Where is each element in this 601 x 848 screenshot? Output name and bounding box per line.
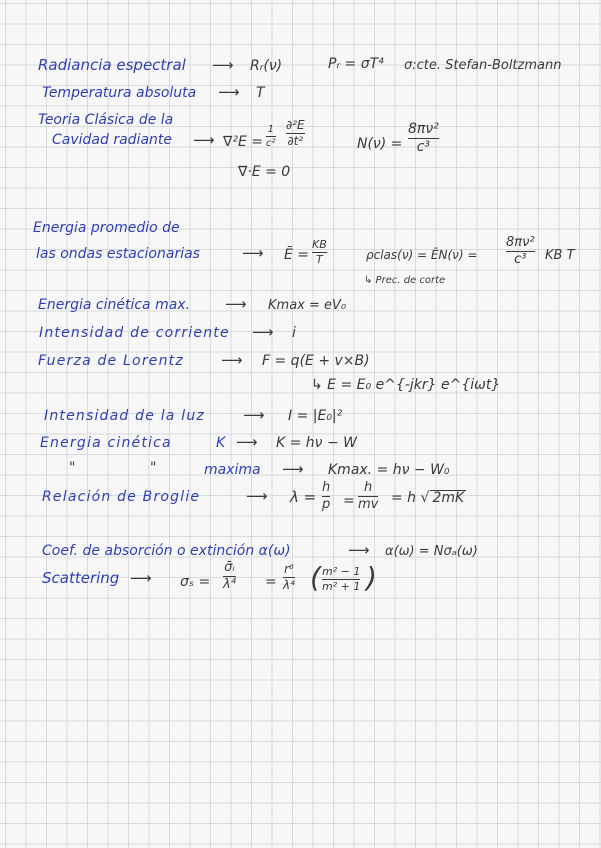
scat-fraction-3 [322, 566, 360, 593]
ebar-den: T [316, 253, 323, 267]
radiancia-note: σ:cte. Stefan-Boltzmann [404, 58, 562, 73]
absorcion-arrow: ⟶ [348, 541, 370, 559]
temperatura-symbol: T [256, 85, 265, 101]
rho-lhs: ρclas(ν) = ĒN(ν) = [366, 248, 478, 262]
broglie-fraction-2 [358, 481, 378, 513]
lorentz-arrow: ⟶ [221, 351, 243, 369]
scat-fraction-2 [283, 563, 295, 592]
scat-paren-open: ( [310, 561, 321, 594]
cinetica-max-formula: Kmax = eV₀ [268, 298, 347, 313]
corriente-label: Intensidad de corriente [39, 325, 230, 341]
wave-eq-d-fraction [286, 119, 305, 148]
broglie-f2-num: h [364, 480, 373, 495]
rho-fraction [506, 236, 535, 268]
nv-den: c³ [416, 139, 431, 156]
broglie-arrow: ⟶ [246, 487, 268, 505]
wave-eq-d-num: ∂²E [286, 118, 305, 132]
broglie-eq2: = h [391, 490, 417, 506]
broglie-root: 2mK [432, 490, 465, 506]
maxima-formula: Kmax. = hν − W₀ [328, 462, 450, 478]
radiancia-arrow: ⟶ [212, 56, 234, 74]
ebar-fraction [312, 239, 327, 266]
intensidad-luz-label: Intensidad de la luz [44, 408, 205, 424]
corriente-symbol: i [292, 325, 296, 341]
scat-f2-den: λ⁴ [283, 578, 295, 593]
broglie-f2-den: mv [358, 497, 379, 513]
energia-prom-arrow: ⟶ [242, 244, 264, 262]
wave-eq-c-den: c² [266, 138, 276, 149]
div-eq: ∇·E = 0 [238, 164, 291, 180]
ebar-num: KB [312, 238, 327, 251]
scat-eq: = [265, 574, 277, 590]
broglie-eq: = [343, 493, 355, 509]
teoria-arrow: ⟶ [193, 131, 215, 149]
teoria-label-1: Teoria Clásica de la [38, 112, 174, 128]
scat-fraction-1 [223, 561, 236, 593]
rho-den: c³ [514, 252, 527, 268]
broglie-lhs: λ = [290, 488, 317, 506]
wave-eq-c-fraction [266, 124, 276, 149]
broglie-f1-den: p [322, 497, 331, 513]
scat-f3-den: m² + 1 [322, 580, 361, 594]
scat-f1-den: λ⁴ [223, 577, 236, 593]
cinetica-arrow: ⟶ [236, 433, 258, 451]
intensidad-luz-arrow: ⟶ [243, 406, 265, 424]
scat-f2-num: r⁶ [284, 562, 294, 576]
radiancia-label: Radiancia espectral [38, 56, 186, 74]
nv-num: 8πν² [408, 121, 439, 137]
scattering-label: Scattering [42, 569, 120, 587]
corriente-arrow: ⟶ [252, 323, 274, 341]
cinetica-formula: K = hν − W [276, 435, 357, 451]
maxima-arrow: ⟶ [282, 460, 304, 478]
absorcion-label: Coef. de absorción o extinción α(ω) [42, 543, 291, 559]
energia-prom-label-1: Energia promedio de [33, 220, 180, 236]
scat-paren-close: ) [366, 561, 377, 594]
absorcion-formula: α(ω) = Nσₐ(ω) [385, 544, 478, 559]
broglie-label: Relación de Broglie [42, 489, 201, 505]
wave-eq-d-den: ∂t² [287, 134, 304, 149]
scat-f3-num: m² − 1 [322, 565, 361, 578]
temperatura-arrow: ⟶ [218, 83, 240, 101]
broglie-fraction-1 [322, 481, 330, 513]
fraction-bar [266, 136, 276, 137]
broglie-f1-num: h [322, 480, 331, 495]
radiancia-formula: Pᵣ = σT⁴ [328, 56, 384, 72]
cinetica-max-arrow: ⟶ [225, 295, 247, 313]
lorentz-formula: F = q(E + v×B) [262, 353, 370, 369]
nv-fraction [408, 122, 439, 156]
broglie-sqrt: = h √ 2mK [391, 490, 465, 506]
intensidad-luz-formula: I = |E₀|² [288, 408, 343, 424]
scattering-arrow: ⟶ [130, 569, 152, 587]
cinetica-k: K [216, 435, 226, 451]
ditto-mark-2: " [150, 460, 157, 476]
lorentz-label: Fuerza de Lorentz [38, 353, 184, 369]
cinetica-max-label: Energia cinética max. [38, 297, 191, 313]
temperatura-label: Temperatura absoluta [42, 85, 197, 101]
scat-f1-num: σ̄ᵢ [224, 560, 235, 575]
nv-lhs: N(ν) = [357, 136, 403, 152]
ditto-mark-1: " [69, 460, 76, 476]
rho-num: 8πν² [506, 235, 535, 250]
wave-eq-c-num: 1 [267, 124, 274, 135]
cinetica-label: Energia cinética [40, 435, 172, 451]
wave-eq-lhs: ∇²E = [223, 134, 264, 150]
maxima-label: maxima [204, 462, 261, 478]
prec-note: ↳ Prec. de corte [364, 275, 446, 286]
lorentz-field: ↳ E = E₀ e^{-jkr} e^{iωt} [311, 377, 501, 393]
energia-prom-label-2: las ondas estacionarias [36, 246, 200, 262]
teoria-label-2: Cavidad radiante [52, 132, 172, 148]
scat-lhs: σₛ = [180, 574, 211, 590]
ebar-lhs: Ē = [284, 247, 310, 263]
rho-tail: KB T [545, 248, 575, 263]
radiancia-symbol: Rᵣ(ν) [250, 58, 283, 74]
